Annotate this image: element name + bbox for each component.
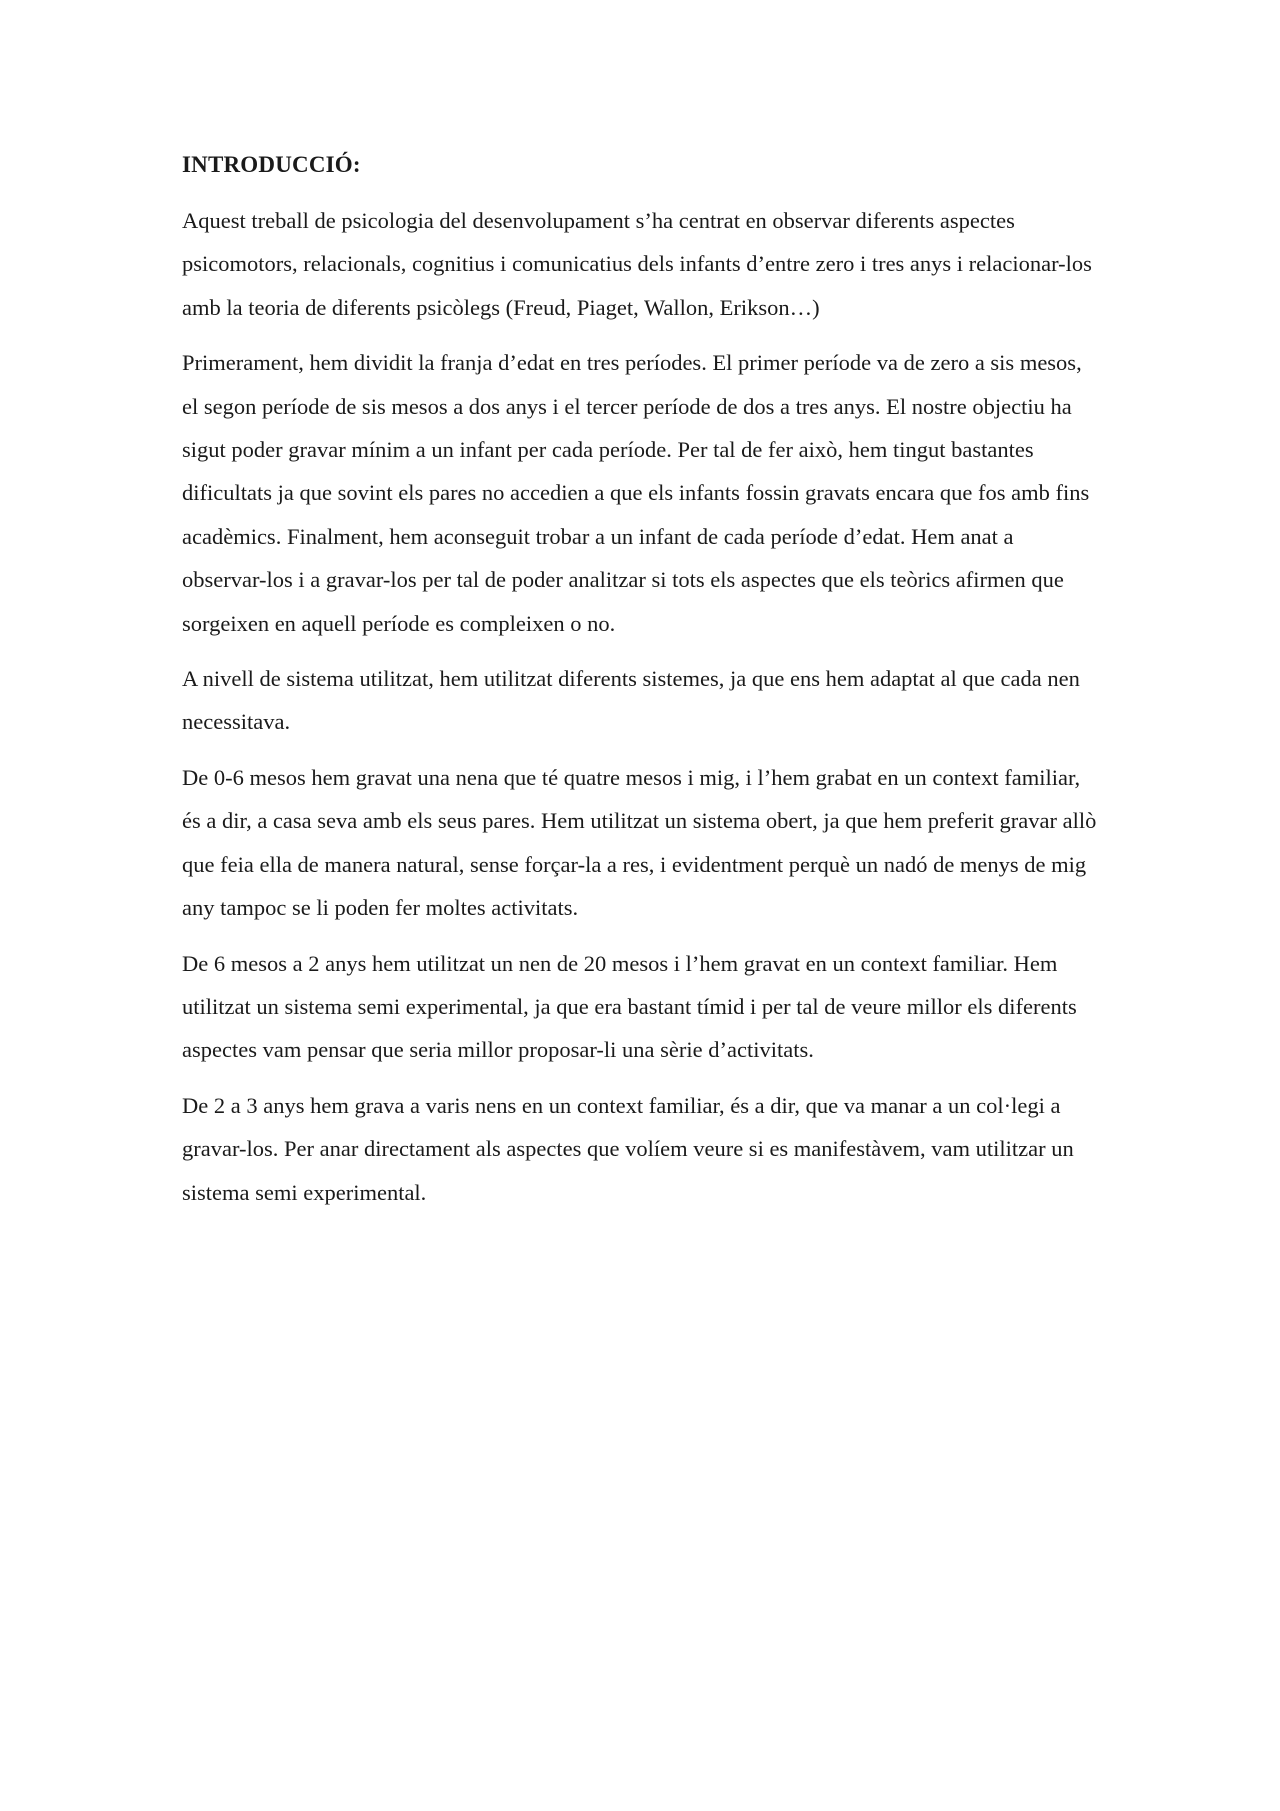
paragraph-periods: Primerament, hem dividit la franja d’edat en tres períodes. El primer període va de zero a sis mesos, el segon període de sis mesos a dos anys i el tercer període de dos a tres anys. El nostre objectiu ha sigut poder gravar mínim a un infant per cada període. Per tal de fer això, hem tingut bastantes dificultats ja que sovint els pares no accedien a que els infants fossin gravats encara que fos amb fins acadèmics. Finalment, hem aconseguit trobar a un infant de cada període d’edat. Hem anat a observar-los i a gravar-los per tal de poder analitzar si tots els aspectes que els teòrics afirmen que sorgeixen en aquell període es compleixen o no. [182, 350, 1090, 636]
paragraph-system: A nivell de sistema utilitzat, hem utilitzat diferents sistemes, ja que ens hem adaptat al que cada nen necessitava. [182, 666, 1080, 735]
document-body [182, 147, 1102, 1226]
paragraph-0-6-months: De 0-6 mesos hem gravat una nena que té quatre mesos i mig, i l’hem grabat en un context familiar, és a dir, a casa seva amb els seus pares. Hem utilitzat un sistema obert, ja que hem preferit gravar allò que feia ella de manera natural, sense forçar-la a res, i evidentment perquè un nadó de menys de mig any tampoc se li poden fer moltes activitats. [182, 764, 1097, 921]
paragraph-2-3-years: De 2 a 3 anys hem grava a varis nens en un context familiar, és a dir, que va manar a un col·legi a gravar-los. Per anar directament als aspectes que volíem veure si es manifestàvem, vam utilitzar un sistema semi experimental. [182, 1092, 1074, 1205]
paragraph-intro: Aquest treball de psicologia del desenvolupament s’ha centrat en observar diferents aspectes psicomotors, relacionals, cognitius i comunicatius dels infants d’entre zero i tres anys i relacionar-los amb la teoria de diferents psicòlegs (Freud, Piaget, Wallon, Erikson…) [182, 208, 1092, 320]
section-heading: INTRODUCCIÓ: [182, 152, 361, 177]
paragraph-6-months-2-years: De 6 mesos a 2 anys hem utilitzat un nen de 20 mesos i l’hem gravat en un context familiar. Hem utilitzat un sistema semi experimental, ja que era bastant tímid i per tal de veure millor els diferents aspectes vam pensar que seria millor proposar-li una sèrie d’activitats. [182, 950, 1077, 1063]
